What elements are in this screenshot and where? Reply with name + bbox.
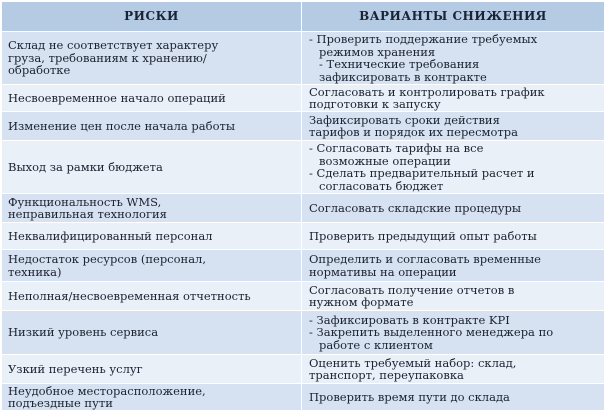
risk-cell [2,141,302,194]
mitigation-line: зафиксировать в контракте [319,69,487,84]
mitigation-line: Проверить время пути до склада [309,389,510,404]
mitigation-cell [302,282,605,311]
mitigation-line: транспорт, переупаковка [309,368,464,382]
header-risks: РИСКИ [2,2,302,32]
risk-cell [2,223,302,250]
risk-cell [2,32,302,85]
mitigation-cell [302,112,605,141]
mitigation-cell [302,384,605,411]
risk-line: Несвоевременное начало операций [8,90,226,105]
mitigation-line: подготовки к запуску [309,97,441,111]
table-row [2,282,605,311]
risk-cell [2,112,302,141]
mitigation-cell [302,32,605,85]
mitigation-line: Согласовать получение отчетов в [309,282,515,297]
mitigation-line: - Зафиксировать в контракте KPI [309,312,510,327]
mitigation-line: режимов хранения [319,44,436,59]
risk-line: обработке [8,63,71,78]
risk-cell [2,194,302,223]
risk-line: техника) [8,264,62,279]
mitigation-line: Оценить требуемый набор: склад, [309,355,517,370]
table-row [2,250,605,282]
mitigation-line: работе с клиентом [319,337,433,352]
mitigation-line: - Технические требования [319,57,480,71]
mitigation-line: Согласовать и контролировать график [309,84,545,99]
table-row [2,85,605,112]
table-row [2,194,605,223]
mitigation-line: Зафиксировать сроки действия [309,112,500,127]
mitigation-cell [302,311,605,355]
risk-line: груза, требованиям к хранению/ [8,50,207,65]
table-row [2,223,605,250]
risk-line: Узкий перечень услуг [8,361,143,376]
mitigation-line: возможные операции [319,153,451,168]
mitigation-line: нормативы на операции [309,264,457,279]
risk-table [1,1,605,411]
table-row [2,355,605,384]
mitigation-cell [302,355,605,384]
table-row [2,112,605,141]
risk-line: Неполная/несвоевременная отчетность [8,288,251,303]
header-mitigation: ВАРИАНТЫ СНИЖЕНИЯ [302,2,605,32]
table-body [2,32,605,411]
mitigation-cell [302,223,605,250]
risk-line: Недостаток ресурсов (персонал, [8,252,207,266]
mitigation-line: - Закрепить выделенного менеджера по [309,325,554,340]
mitigation-line: тарифов и порядок их пересмотра [309,125,519,139]
mitigation-cell [302,141,605,194]
risk-line: Изменение цен после начала работы [8,118,236,133]
table-row [2,32,605,85]
mitigation-line: согласовать бюджет [319,178,444,193]
risk-line: подъездные пути [8,396,113,410]
mitigation-line: Согласовать складские процедуры [309,200,522,215]
risk-cell [2,355,302,384]
risk-line: Выход за рамки бюджета [8,159,163,174]
risk-cell [2,311,302,355]
risk-cell [2,250,302,282]
mitigation-line: - Согласовать тарифы на все [309,141,484,155]
risk-cell [2,384,302,411]
mitigation-line: нужном формате [309,295,414,309]
mitigation-line: - Сделать предварительный расчет и [309,166,535,180]
risk-line: Функциональность WMS, [8,194,162,209]
table-row [2,141,605,194]
risk-line: Неудобное месторасположение, [8,383,206,398]
mitigation-cell [302,85,605,112]
risk-line: Склад не соответствует характеру [8,38,219,53]
mitigation-cell [302,194,605,223]
table-row [2,311,605,355]
mitigation-cell [302,250,605,282]
mitigation-line: Определить и согласовать временные [309,252,541,266]
risk-line: Низкий уровень сервиса [8,325,159,340]
risk-cell [2,282,302,311]
risk-line: неправильная технология [8,207,167,221]
header-row [2,2,605,32]
table-row [2,384,605,411]
risk-cell [2,85,302,112]
risk-line: Неквалифицированный персонал [8,228,213,243]
mitigation-line: - Проверить поддержание требуемых [309,32,538,46]
mitigation-line: Проверить предыдущий опыт работы [309,228,537,243]
